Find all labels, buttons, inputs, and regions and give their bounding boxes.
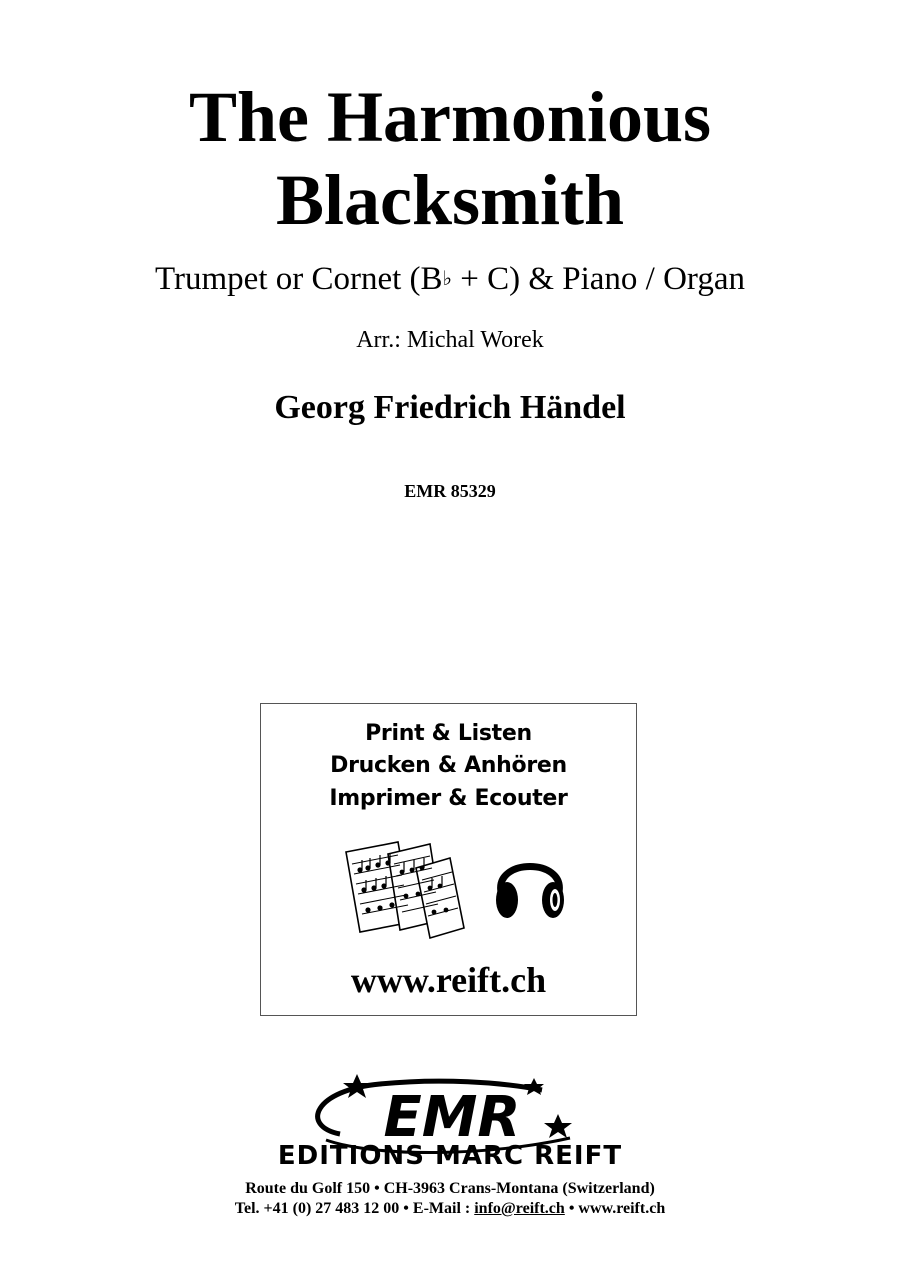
title-line-1: The Harmonious [188,77,712,157]
catalog-number: EMR 85329 [404,481,496,501]
print-listen-box [260,703,637,1016]
arranger-credit: Arr.: Michal Worek [356,327,544,353]
headphones-icon [493,844,567,924]
publisher-address: Route du Golf 150 • CH-3963 Crans-Montana (Switzerland) [245,1180,655,1197]
promo-line-german: Drucken & Anhören [330,753,567,778]
flat-sign: ♭ [442,268,452,290]
promo-line-english: Print & Listen [365,721,532,746]
publisher-name: EDITIONS MARC REIFT [277,1141,623,1171]
subtitle-part-2: + C) & Piano / Organ [451,261,745,297]
subtitle-part-1: Trumpet or Cornet (B [155,261,443,297]
contact-email-link[interactable]: info@reift.ch [474,1200,565,1217]
promo-website-url[interactable]: www.reift.ch [350,960,547,1000]
instrumentation-subtitle [0,261,900,298]
contact-phone: Tel. +41 (0) 27 483 12 00 • E-Mail : [234,1200,475,1217]
publisher-contact [0,1200,900,1218]
composer-name: Georg Friedrich Händel [274,389,626,426]
contact-website: • www.reift.ch [564,1200,666,1217]
promo-line-french: Imprimer & Ecouter [329,786,568,811]
title-line-2: Blacksmith [275,160,625,240]
emr-logo-text: EMR [383,1085,521,1150]
sheet-music-icon [338,834,468,944]
